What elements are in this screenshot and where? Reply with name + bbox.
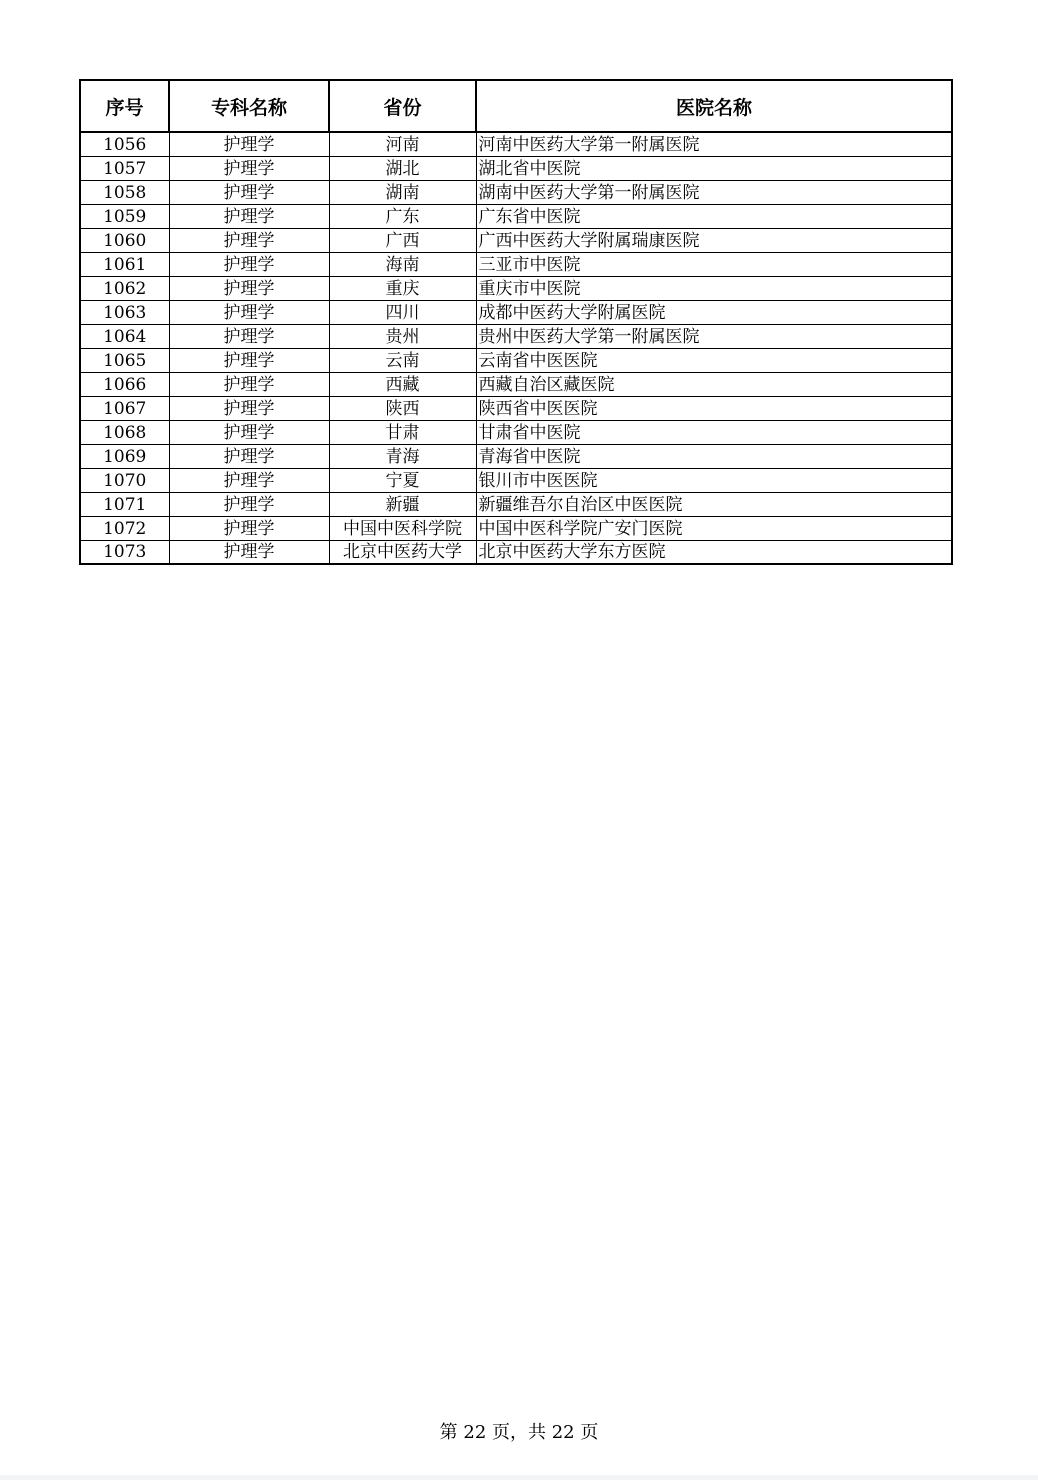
specialty-cell: 护理学 (169, 180, 329, 204)
hospital-name-cell: 成都中医药大学附属医院 (476, 300, 952, 324)
page-footer: 第 22 页，共 22 页 (439, 1422, 599, 1443)
table-row (80, 300, 952, 324)
specialty-cell: 护理学 (169, 468, 329, 492)
province-cell: 陕西 (329, 396, 476, 420)
specialty-cell: 护理学 (169, 156, 329, 180)
hospital-name-cell: 广东省中医院 (476, 204, 952, 228)
table-row (80, 180, 952, 204)
province-cell: 贵州 (329, 324, 476, 348)
hospital-name-cell: 西藏自治区藏医院 (476, 372, 952, 396)
table-row (80, 516, 952, 540)
hospital-name-cell: 中国中医科学院广安门医院 (476, 516, 952, 540)
serial-number-cell: 1072 (80, 516, 169, 540)
province-cell: 宁夏 (329, 468, 476, 492)
serial-number-cell: 1070 (80, 468, 169, 492)
province-cell: 湖南 (329, 180, 476, 204)
hospital-name-cell: 云南省中医医院 (476, 348, 952, 372)
hospital-name-cell: 湖北省中医院 (476, 156, 952, 180)
serial-number-cell: 1068 (80, 420, 169, 444)
serial-number-cell: 1073 (80, 540, 169, 564)
specialty-cell: 护理学 (169, 372, 329, 396)
province-cell: 中国中医科学院 (329, 516, 476, 540)
specialty-cell: 护理学 (169, 276, 329, 300)
hospital-name-cell: 贵州中医药大学第一附属医院 (476, 324, 952, 348)
specialty-cell: 护理学 (169, 204, 329, 228)
header-hospital-name: 医院名称 (476, 80, 952, 132)
specialty-cell: 护理学 (169, 228, 329, 252)
table-row (80, 276, 952, 300)
hospital-name-cell: 广西中医药大学附属瑞康医院 (476, 228, 952, 252)
specialty-cell: 护理学 (169, 132, 329, 156)
serial-number-cell: 1057 (80, 156, 169, 180)
hospital-name-cell: 陕西省中医医院 (476, 396, 952, 420)
province-cell: 新疆 (329, 492, 476, 516)
hospital-name-cell: 甘肃省中医院 (476, 420, 952, 444)
table-row (80, 156, 952, 180)
specialty-cell: 护理学 (169, 300, 329, 324)
header-specialty-name: 专科名称 (169, 80, 329, 132)
header-province: 省份 (329, 80, 476, 132)
serial-number-cell: 1062 (80, 276, 169, 300)
hospital-name-cell: 河南中医药大学第一附属医院 (476, 132, 952, 156)
serial-number-cell: 1060 (80, 228, 169, 252)
serial-number-cell: 1063 (80, 300, 169, 324)
table-row (80, 132, 952, 156)
specialty-cell: 护理学 (169, 396, 329, 420)
serial-number-cell: 1059 (80, 204, 169, 228)
table-row (80, 540, 952, 564)
province-cell: 湖北 (329, 156, 476, 180)
serial-number-cell: 1067 (80, 396, 169, 420)
province-cell: 西藏 (329, 372, 476, 396)
table-row (80, 324, 952, 348)
serial-number-cell: 1069 (80, 444, 169, 468)
table-header-row (80, 80, 952, 132)
specialty-cell: 护理学 (169, 492, 329, 516)
province-cell: 青海 (329, 444, 476, 468)
hospital-table (79, 79, 953, 565)
serial-number-cell: 1064 (80, 324, 169, 348)
hospital-name-cell: 重庆市中医院 (476, 276, 952, 300)
table-row (80, 492, 952, 516)
table-row (80, 444, 952, 468)
specialty-cell: 护理学 (169, 348, 329, 372)
specialty-cell: 护理学 (169, 420, 329, 444)
table-row (80, 420, 952, 444)
specialty-cell: 护理学 (169, 540, 329, 564)
table-row (80, 252, 952, 276)
table-row (80, 468, 952, 492)
serial-number-cell: 1066 (80, 372, 169, 396)
province-cell: 广西 (329, 228, 476, 252)
province-cell: 海南 (329, 252, 476, 276)
serial-number-cell: 1061 (80, 252, 169, 276)
hospital-name-cell: 湖南中医药大学第一附属医院 (476, 180, 952, 204)
hospital-name-cell: 新疆维吾尔自治区中医医院 (476, 492, 952, 516)
province-cell: 云南 (329, 348, 476, 372)
table-row (80, 396, 952, 420)
province-cell: 广东 (329, 204, 476, 228)
table-row (80, 204, 952, 228)
province-cell: 河南 (329, 132, 476, 156)
province-cell: 甘肃 (329, 420, 476, 444)
province-cell: 四川 (329, 300, 476, 324)
specialty-cell: 护理学 (169, 444, 329, 468)
table-row (80, 228, 952, 252)
serial-number-cell: 1071 (80, 492, 169, 516)
hospital-name-cell: 青海省中医院 (476, 444, 952, 468)
hospital-name-cell: 北京中医药大学东方医院 (476, 540, 952, 564)
province-cell: 北京中医药大学 (329, 540, 476, 564)
serial-number-cell: 1058 (80, 180, 169, 204)
specialty-cell: 护理学 (169, 324, 329, 348)
header-serial-number: 序号 (80, 80, 169, 132)
specialty-cell: 护理学 (169, 516, 329, 540)
table-body (80, 132, 952, 564)
table-row (80, 348, 952, 372)
province-cell: 重庆 (329, 276, 476, 300)
table-row (80, 372, 952, 396)
page-bottom-edge (0, 1475, 1038, 1480)
hospital-name-cell: 银川市中医医院 (476, 468, 952, 492)
serial-number-cell: 1065 (80, 348, 169, 372)
specialty-cell: 护理学 (169, 252, 329, 276)
hospital-name-cell: 三亚市中医院 (476, 252, 952, 276)
serial-number-cell: 1056 (80, 132, 169, 156)
